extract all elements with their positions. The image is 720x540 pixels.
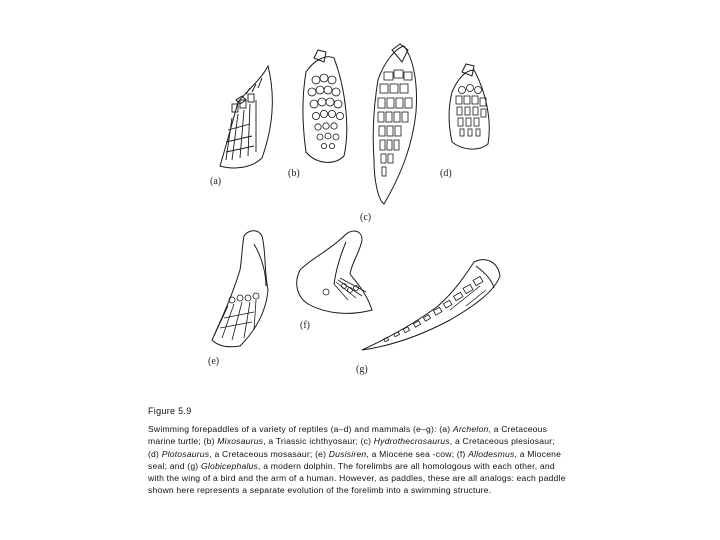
panel-label-d: (d) (440, 168, 452, 179)
paddle-g-drawing (362, 260, 500, 350)
panel-label-e: (e) (208, 356, 220, 367)
paddle-e-drawing (212, 231, 268, 347)
panel-label-a: (a) (210, 176, 222, 187)
figure-title: Figure 5.9 (148, 406, 192, 416)
panel-label-g: (g) (356, 364, 368, 375)
paddle-d-drawing (449, 64, 489, 149)
paddle-c-drawing (373, 44, 416, 204)
figure-caption: Swimming forepaddles of a variety of reptiles (a–d) and mammals (e–g): (a) Archelon, a Cretaceous marine turtle; (b) Mixosaurus, a Triassic ichthyosaur; (c) Hydrothecrosaurus, a Cretaceous plesiosaur; (d) Plotosaurus, a Cretaceous mosasaur; (e) Dusisiren, a Miocene sea -cow; (f) Allodesmus, a Miocene seal; and (g) Globicephalus, a modern dolphin. The forelimbs are all homologous with each other, and with the wing of a bird and the arm of a human. However, as paddles, these are all analogs: each paddle shown here represents a separate evolution of the forelimb into a swimming structure. (148, 424, 566, 496)
paddle-a-drawing (220, 66, 272, 168)
panel-label-f: (f) (300, 320, 310, 331)
panel-label-c: (c) (360, 212, 372, 223)
panel-label-b: (b) (288, 168, 300, 179)
paddle-b-drawing (303, 50, 347, 162)
paddle-f-drawing (297, 231, 372, 313)
